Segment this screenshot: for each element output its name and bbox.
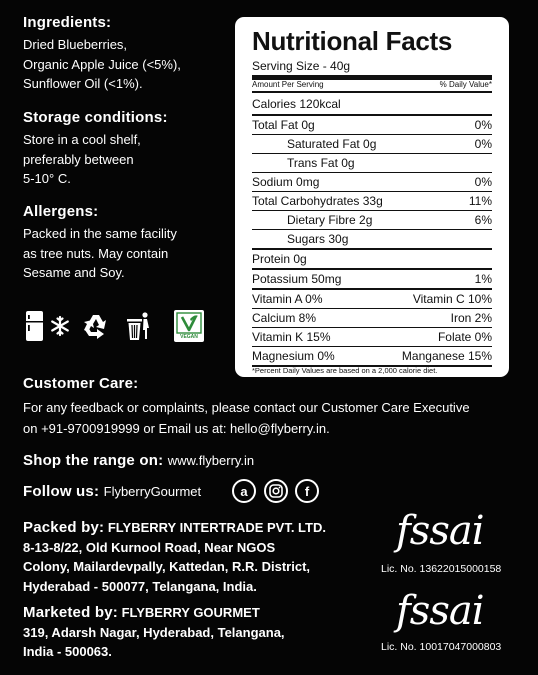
snowflake-icon [49, 310, 71, 342]
nutrient-row: Total Carbohydrates 33g 11% [252, 192, 492, 211]
nutrient-row: Vitamin A 0% Vitamin C 10% [252, 290, 492, 309]
vegan-icon [174, 310, 204, 334]
fssai-license: Lic. No. 13622015000158 [381, 563, 502, 575]
vegan-badge [174, 310, 204, 342]
vegan-label: VEGAN [180, 334, 198, 340]
packed-by-line: Hyderabad - 500077, Telangana, India. [23, 578, 257, 594]
fssai-logo: fssai [396, 508, 484, 554]
recycle-icon [81, 310, 111, 342]
daily-value-footnote: *Percent Daily Values are based on a 2,000 calorie diet. [252, 366, 438, 375]
nutrient-row: Total Fat 0g 0% [252, 116, 492, 135]
shop-url[interactable]: www.flyberry.in [167, 453, 255, 468]
packed-by-label: Packed by: [23, 519, 105, 536]
storage-line: preferably between [23, 151, 134, 167]
nutrient-row: Sugars 30g [252, 230, 492, 250]
marketed-by-line: India - 500063. [23, 644, 112, 659]
fssai-license: Lic. No. 10017047000803 [381, 641, 502, 653]
customer-care-line: For any feedback or complaints, please contact our Customer Care Executive [23, 400, 470, 415]
bin-disposal-icon [124, 310, 154, 342]
nutrition-facts-panel [235, 17, 509, 377]
marketed-by-label: Marketed by: [23, 604, 118, 621]
allergens-heading: Allergens: [23, 203, 99, 220]
daily-value-label: % Daily Value* [439, 80, 492, 89]
nutrient-row: Protein 0g [252, 250, 492, 270]
customer-care-heading: Customer Care: [23, 375, 139, 392]
shop-range [23, 452, 254, 470]
allergens-line: Packed in the same facility [23, 226, 177, 241]
ingredients-line: Dried Blueberries, [23, 37, 128, 52]
facebook-icon[interactable]: f [295, 479, 319, 503]
storage-text [23, 130, 141, 189]
amazon-icon[interactable]: a [232, 479, 256, 503]
packed-by: Packed by: FLYBERRY INTERTRADE PVT. LTD. 8-13-8/22, Old Kurnool Road, Near NGOS Colony, Mailardevpally, Kattedan, R.R. District, Hyderabad - 500077, Telangana, India. [23, 518, 326, 596]
storage-heading: Storage conditions: [23, 109, 168, 126]
storage-line: Store in a cool shelf, [23, 132, 141, 147]
nutrient-row: Calcium 8% Iron 2% [252, 309, 492, 328]
divider [252, 91, 492, 93]
marketed-by-line: 319, Adarsh Nagar, Hyderabad, Telangana, [23, 624, 285, 640]
nutrient-row: Magnesium 0% Manganese 15% [252, 347, 492, 367]
customer-care-text [23, 397, 470, 439]
refrigerator-icon [24, 310, 46, 342]
allergens-line: as tree nuts. May contain [23, 245, 169, 261]
packed-by-line: Colony, Mailardevpally, Kattedan, R.R. District, [23, 559, 311, 574]
nutrient-row: Trans Fat 0g [252, 154, 492, 173]
instagram-icon[interactable] [264, 479, 288, 503]
follow-us [23, 483, 201, 501]
ingredients-text [23, 35, 181, 94]
nutrient-row: Dietary Fibre 2g 6% [252, 211, 492, 230]
calories-value: Calories 120kcal [252, 97, 341, 111]
customer-care-line: on +91-9700919999 or Email us at: hello@flyberry.in. [23, 421, 330, 436]
storage-line: 5-10° C. [23, 171, 71, 186]
nutrient-row: Sodium 0mg 0% [252, 173, 492, 192]
ingredients-line: Organic Apple Juice (<5%), [23, 56, 181, 72]
calories-row [252, 95, 492, 116]
amount-per-serving-label: Amount Per Serving [252, 80, 324, 89]
marketed-by: Marketed by: FLYBERRY GOURMET 319, Adarsh Nagar, Hyderabad, Telangana, India - 500063. [23, 603, 285, 662]
social-handle: FlyberryGourmet [103, 484, 202, 499]
fssai-logo: fssai [396, 588, 484, 634]
ingredients-line: Sunflower Oil (<1%). [23, 76, 143, 91]
allergens-text [23, 224, 177, 283]
packed-by-line: 8-13-8/22, Old Kurnool Road, Near NGOS [23, 539, 276, 555]
nutrient-row: Vitamin K 15% Folate 0% [252, 328, 492, 347]
shop-label: Shop the range on: [23, 452, 164, 469]
serving-size: Serving Size - 40g [252, 59, 351, 73]
nutrient-row: Saturated Fat 0g 0% [252, 135, 492, 154]
follow-label: Follow us: [23, 483, 100, 500]
nutrition-title: Nutritional Facts [252, 26, 453, 56]
allergens-line: Sesame and Soy. [23, 265, 125, 280]
nutrient-row: Potassium 50mg 1% [252, 270, 492, 290]
ingredients-heading: Ingredients: [23, 14, 112, 31]
